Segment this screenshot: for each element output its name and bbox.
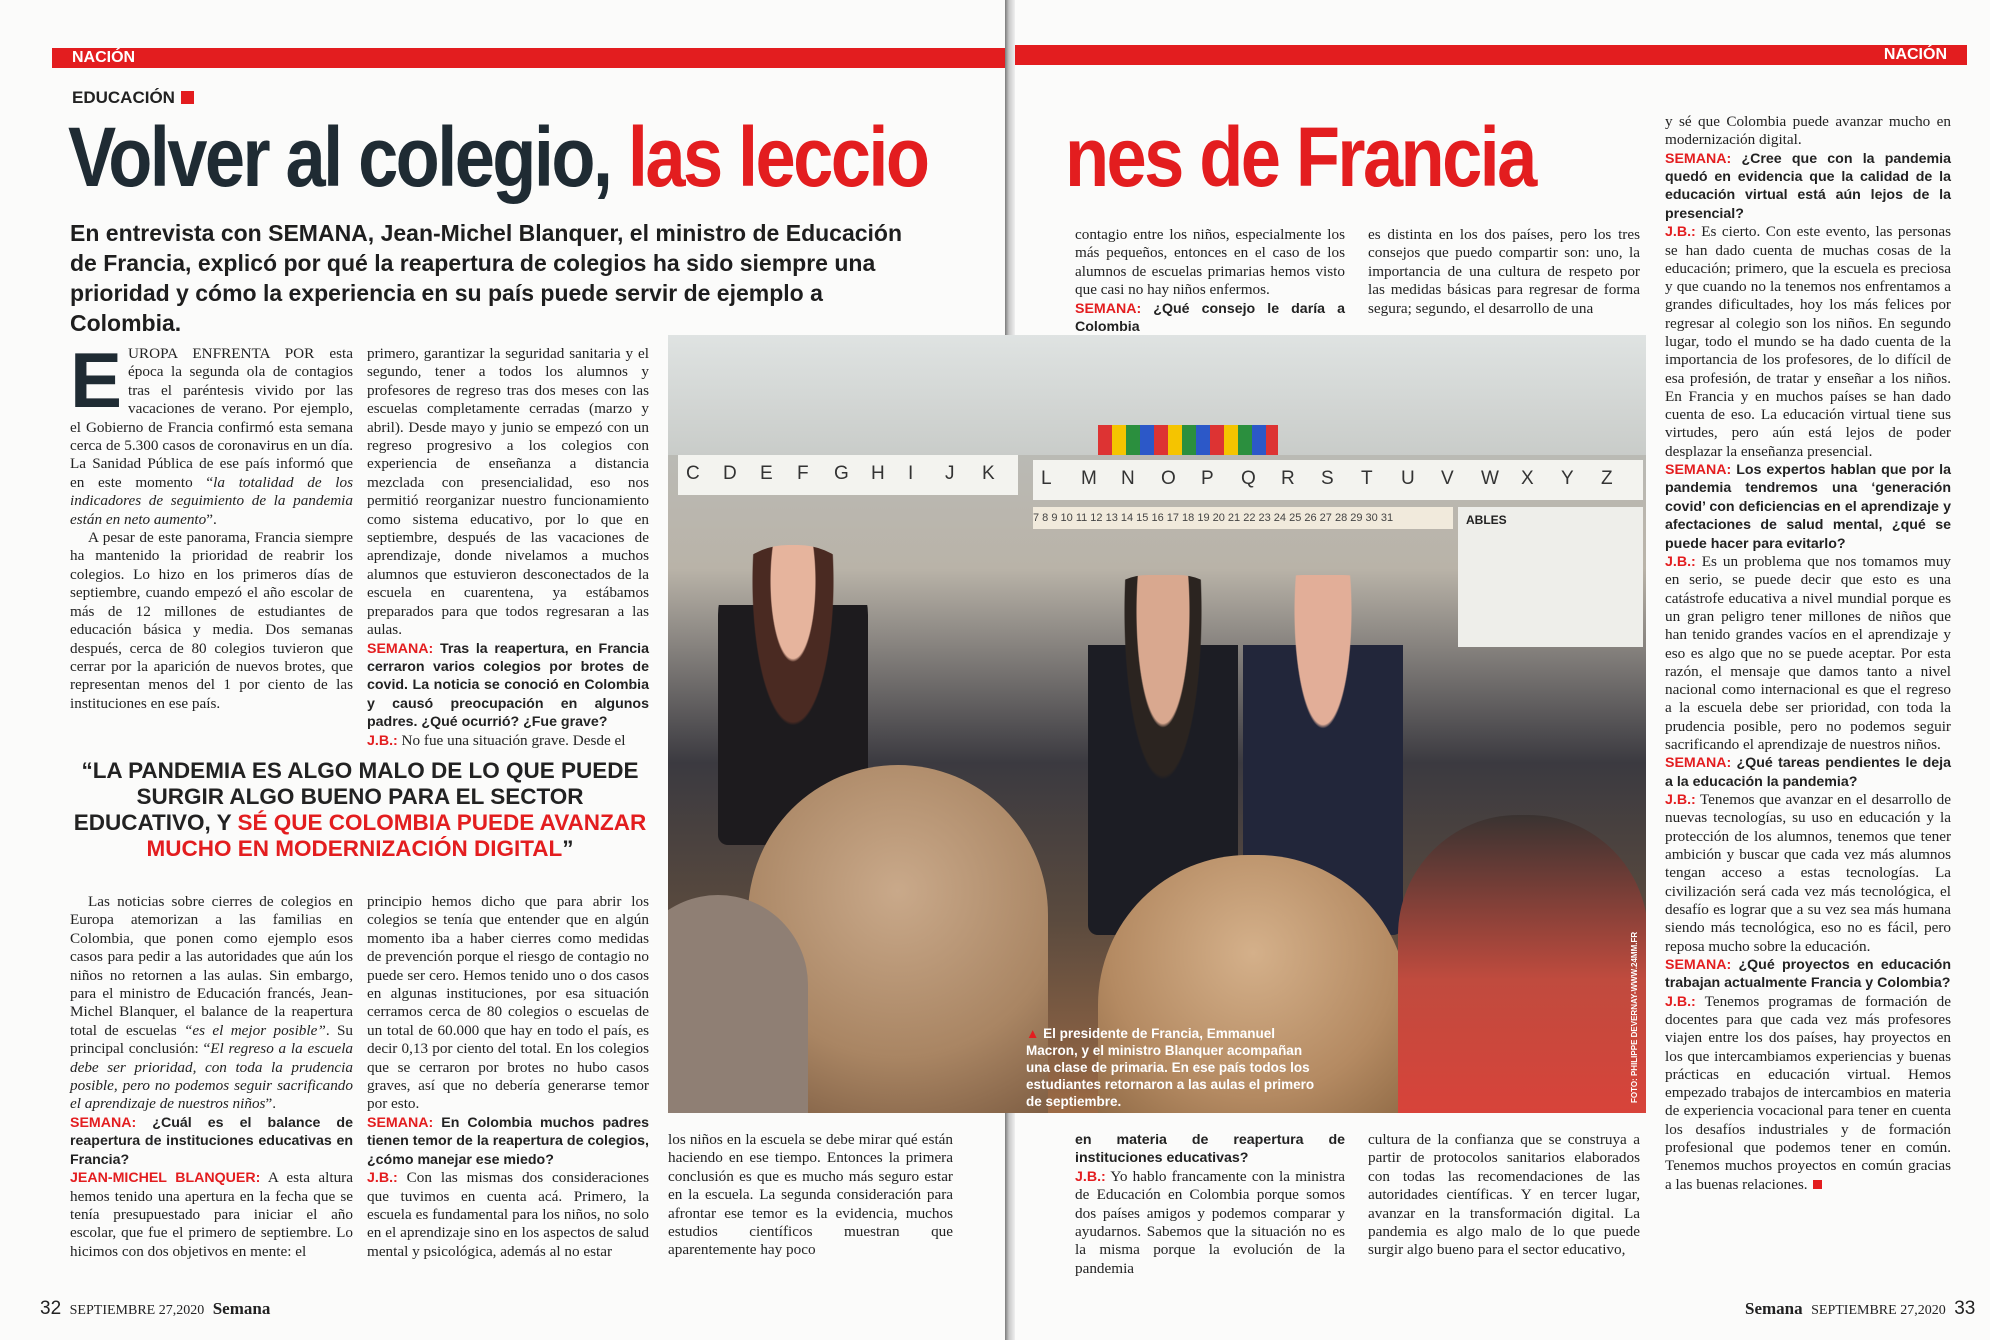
right-bottom-col1-answer-text: Yo hablo francamente con la ministra de Educación en Colombia porque somos dos países amigos y podemos comparar y ayudarnos. Sabemos que la situación no es la misma porque la evolución de la pandemia [1075, 1167, 1345, 1277]
kicker-text: EDUCACIÓN [72, 88, 175, 107]
alphabet-letter: V [1441, 468, 1454, 489]
photo-caption-text: El presidente de Francia, Emmanuel Macron, y el ministro Blanquer acompañan una clase de primaria. En ese país todos los estudiantes retornaron a las aulas el primero de septiembre. [1026, 1026, 1315, 1109]
col4-question [367, 1114, 649, 1169]
section-bar-right [1015, 45, 1967, 65]
rc3-answer2 [1665, 553, 1951, 754]
rc3-answer1-text: Es cierto. Con este evento, las personas se han dado cuenta de muchas cosas de la educación; primero, que la escuela es preciosa y que cuando no la tenemos nos enfrentamos a grandes dificultades, hoy los más felices por regresar al colegio son los niños. En segundo lugar, todo el mundo se ha dado cuenta de la importancia de los profesores, de lo difícil de esa profesión, de tratar y enseñar a los niños. En Francia y en muchos países se han dado cuenta de eso. La educación virtual tiene sus virtudes, pero aún está lejos de poder desplazar la enseñanza presencial. [1665, 223, 1952, 460]
right-top-col1-text: contagio entre los niños, especialmente los más pequeños, entonces en el caso de los alumnos de escuelas primarias hemos visto que casi no hay niños enfermos. [1075, 226, 1345, 299]
rc3-question4-text: ¿Qué proyectos en educación trabajan actualmente Francia y Colombia? [1665, 956, 1951, 992]
folio-right [1745, 1298, 1975, 1320]
page-number: 32 [40, 1298, 62, 1319]
alphabet-letter: H [871, 463, 885, 484]
alphabet-letter: R [1281, 468, 1295, 489]
headline-red-part-right: nes de Francia [1065, 110, 1535, 204]
dek: En entrevista con SEMANA, Jean-Michel Blanquer, el ministro de Educación de Francia, explicó por qué la reapertura de colegios ha sido siempre una prioridad y cómo la experiencia en su país puede servir de ejemplo a Colombia. [70, 220, 903, 336]
col2-question [367, 640, 649, 732]
color-bins [1098, 425, 1278, 455]
semana-label: SEMANA: [1665, 755, 1732, 772]
alphabet-letter: C [686, 463, 700, 484]
col2-para1: primero, garantizar la seguridad sanitaria y el segundo, tener a todos los alumnos y profesores de regreso tras dos meses con las escuelas completamente cerradas (marzo y abril). Desde mayo y junio se empezó con un regreso progresivo a los colegios con experiencia de enseñanza a distancia mezclada con presencialidad, eso nos permitió reorganizar nuestro funcionamiento como sistema educativo, por lo que en septiembre, después de las vacaciones de aprendizaje, donde nivelamos a muchos alumnos que estuvieron desconectados de la escuela en cuarentena, ya estábamos preparados para que todos regresaran a las aulas. [367, 345, 649, 639]
alphabet-letter: X [1521, 468, 1534, 489]
magazine-name: Semana [1745, 1299, 1803, 1318]
rc3-question2 [1665, 461, 1951, 553]
right-top-col1-question [1075, 300, 1345, 337]
section-label-right: NACIÓN [1883, 46, 1947, 63]
semana-label: SEMANA: [367, 1114, 434, 1131]
col3-text-e: ”. [265, 1095, 276, 1113]
folio-date: SEPTIEMBRE 27,2020 [1811, 1303, 1946, 1318]
semana-label: SEMANA: [1665, 956, 1732, 973]
semana-label: SEMANA: [367, 640, 434, 657]
col4-para1: principio hemos dicho que para abrir los colegios se tenía que entender que en algún momento iba a haber cierres como medidas de prevención porque el riesgo de contagio no puede ser cero. Hemos tenido uno o dos casos en algunas instituciones, por esa situación cerramos cerca de 80 colegios o escuelas de un total de 60.000 que hay en todo el país, es decir 0,13 por ciento del total. En los colegios que se cerraron por brotes no hubo casos graves, así que no debería generarse temor por esto. [367, 893, 649, 1113]
right-bottom-column-1 [1075, 1131, 1345, 1278]
rc3-answer1 [1665, 223, 1951, 461]
jb-label: J.B.: [1665, 993, 1696, 1010]
alphabet-letter: O [1161, 468, 1176, 489]
alphabet-letter: E [760, 463, 773, 484]
rc3-question3-text: ¿Qué tareas pendientes le deja a la educación la pandemia? [1665, 755, 1951, 790]
col2-question-text: Tras la reapertura, en Francia cerraron varios colegios por brotes de covid. La noticia se conoció en Colombia y causó preocupación en algunos padres. ¿Qué ocurrió? ¿Fue grave? [367, 640, 649, 731]
right-bottom-col1-answer [1075, 1168, 1345, 1278]
semana-label: SEMANA: [1665, 462, 1732, 479]
right-top-col1-question-text: ¿Qué consejo le daría a Colombia [1075, 300, 1345, 336]
col3-answer-text: A esta altura hemos tenido una apertura en la fecha que se tenía presupuestado para iniciar el año escolar, que fue el primero de septiembre. Lo hicimos con dos objetivos en mente: el [70, 1169, 353, 1260]
caption-triangle-icon: ▲ [1026, 1026, 1040, 1041]
headline-right [1065, 110, 1535, 204]
right-bottom-col1-question: en materia de reapertura de instituciones educativas? [1075, 1132, 1345, 1167]
alphabet-letter: Q [1241, 468, 1256, 489]
alphabet-letter: K [982, 463, 995, 484]
rc3-answer3 [1665, 791, 1951, 956]
pull-quote-highlight: SÉ QUE COLOMBIA PUEDE AVANZAR MUCHO EN MODERNIZACIÓN DIGITAL [146, 810, 647, 861]
classroom-photo [668, 335, 1646, 1113]
column-5 [668, 1131, 953, 1260]
child-left-edge [668, 895, 808, 1113]
col2-answer [367, 732, 649, 750]
numbers-strip: 7 8 9 10 11 12 13 14 15 16 17 18 19 20 21 22 23 24 25 26 27 28 29 30 31 [1033, 507, 1453, 529]
col3-text-d: El regreso a la escuela debe ser prioridad, con toda la prudencia posible, pero no podemos seguir sacrificando el aprendizaje de nuestros niños [70, 1040, 354, 1113]
alphabet-letter: M [1081, 468, 1097, 489]
rc3-question3 [1665, 754, 1951, 791]
alphabet-letter: Y [1561, 468, 1574, 489]
right-bottom-column-2 [1368, 1131, 1640, 1260]
pull-quote [70, 758, 650, 862]
col4-answer [367, 1169, 649, 1261]
blanquer-label: JEAN-MICHEL BLANQUER: [70, 1170, 261, 1187]
alphabet-letter: N [1121, 468, 1135, 489]
child-red-sweater [1398, 815, 1646, 1113]
right-bottom-col2-text: cultura de la confianza que se construya a partir de protocolos sanitarios elaborados con todas las recomendaciones de las autoridades científicas. Y en tercer lugar, avanzar en la transformación digital. La pandemia es algo malo de lo que puede surgir algo bueno para el sector educativo, [1368, 1131, 1640, 1259]
col3-text-b: “es el mejor posible” [183, 1021, 326, 1039]
photo-credit: FOTO: PHILIPPE DEVERNAY-WWW.24MM.FR [1630, 931, 1639, 1103]
end-mark-icon [1813, 1180, 1822, 1189]
wall-sign-text: ABLES [1466, 513, 1507, 527]
alphabet-letter: I [908, 463, 914, 484]
headline-red-part-left: las leccio [627, 110, 928, 204]
page-number: 33 [1954, 1298, 1976, 1319]
drop-cap: E [70, 336, 123, 424]
alphabet-letter: D [723, 463, 737, 484]
right-top-col2-text: es distinta en los dos países, pero los tres consejos que puedo compartir son: uno, la importancia de una cultura de respeto por las medidas básicas para regresar de forma segura; segundo, el desarrollo de una [1368, 226, 1640, 317]
alphabet-letter: T [1361, 468, 1373, 489]
right-column-3 [1665, 113, 1951, 1194]
col4-answer-text: Con las mismas dos consideraciones que tuvimos en cuenta acá. Primero, la escuela es fundamental para los niños, no solo en el aprendizaje sino en los aspectos de salud mental y psicológica, además al no estar [367, 1169, 650, 1260]
rc3-answer2-text: Es un problema que nos tomamos muy en serio, se puede decir que esto es una catástrofe educativa a nivel mundial porque es un gran peligro tener millones de niños que han tenido grandes vacíos en el aprendizaje y eso es algo que no se puede aceptar. Por esta razón, el mensaje que damos tanto a nivel nacional como internacional es que el regreso a la escuela debe ser prioridad, con toda la prudencia posible, pero no podemos seguir sacrificando el aprendizaje de nuestros niños. [1665, 553, 1952, 754]
column-4 [367, 893, 649, 1261]
semana-label: SEMANA: [1075, 300, 1142, 317]
kicker-square-icon [181, 91, 194, 104]
col3-para1 [70, 893, 353, 1114]
alphabet-letter: Z [1601, 468, 1613, 489]
rc3-question4 [1665, 956, 1951, 993]
col4-question-text: En Colombia muchos padres tienen temor de la reapertura de colegios, ¿cómo manejar ese miedo? [367, 1114, 649, 1168]
headline-dark-part: Volver al colegio, [68, 110, 611, 204]
col2-answer-text: No fue una situación grave. Desde el [401, 731, 626, 749]
col5-para1: los niños en la escuela se debe mirar qué están haciendo en ese tiempo. Entonces la primera conclusión es que es mucho más seguro estar en la escuela. La segunda consideración para afrontar ese temor es la evidencia, muchos estudios científicos muestran que aparentemente hay poco [668, 1131, 953, 1259]
folio-left [40, 1298, 270, 1320]
rc3-question1-text: ¿Cree que con la pandemia quedó en evidencia que la calidad de la educación virtual está aún lejos de la presencial? [1665, 150, 1951, 222]
pull-quote-part1: “LA PANDEMIA ES ALGO MALO DE LO QUE PUEDE SURGIR ALGO BUENO PARA EL SECTOR EDUCATIVO, Y [73, 758, 639, 835]
section-label: NACIÓN [72, 49, 136, 66]
alphabet-letter: L [1041, 468, 1052, 489]
jb-label: J.B.: [1665, 554, 1696, 571]
jb-label: J.B.: [1665, 792, 1696, 809]
col3-text-a: Las noticias sobre cierres de colegios en Europa atemorizan a las familias en Colombia, que ponen como ejemplo esos casos para pedir a las autoridades que aún los niños no retornen a las aulas. Sin embargo, para el ministro de Educación francés, Jean-Michel Blanquer, el balance de la reapertura total de escuelas [70, 893, 353, 1039]
alphabet-letter: G [834, 463, 849, 484]
alphabet-letter: J [945, 463, 955, 484]
rc3-question1 [1665, 150, 1951, 224]
folio-date: SEPTIEMBRE 27,2020 [69, 1303, 205, 1318]
column-3 [70, 893, 353, 1261]
semana-label: SEMANA: [70, 1114, 137, 1131]
jb-label: J.B.: [1075, 1168, 1106, 1185]
headline-left [68, 110, 928, 204]
pull-quote-close: ” [562, 836, 574, 861]
photo-caption [1026, 1025, 1326, 1110]
alphabet-letter: S [1321, 468, 1334, 489]
rc3-answer4 [1665, 993, 1951, 1194]
wall-poster [1458, 507, 1643, 647]
col3-answer [70, 1169, 353, 1261]
col1-para2: A pesar de este panorama, Francia siempre ha mantenido la prioridad de reabrir los colegios. Lo hizo en los primeros días de septiembre, cuando empezó el año escolar de más de 12 millones de estudiantes de educación básica y media. Dos semanas después, cerca de 80 colegios tuvieron que cerrar por la aparición de nuevos brotes, que representan menos del 1 por ciento de las instituciones en ese país. [70, 529, 353, 712]
col3-question [70, 1114, 353, 1169]
rc3-question2-text: Los expertos hablan que por la pandemia tendremos una ‘generación covid’ con deficiencias en el aprendizaje y afectaciones de salud mental, ¿qué se puede hacer para evitarlo? [1665, 462, 1951, 552]
right-top-column-1 [1075, 226, 1345, 336]
semana-label: SEMANA: [1665, 150, 1732, 167]
alphabet-letter: F [797, 463, 809, 484]
jb-label: J.B.: [1665, 224, 1696, 241]
rc3-answer4-text: Tenemos programas de formación de docentes para que cada vez más profesores viajen entre los dos países, hay proyectos en los que intercambiamos experiencias y buenas prácticas en educación virtual. Hemos empezado trabajos de intercambios en materia de experiencia vocacional para tener en cuenta los desafíos industriales y de formación profesional que podemos tener en común. Tenemos muchos proyectos en común gracias a las buenas relaciones. [1665, 992, 1951, 1193]
col1-para1 [70, 336, 353, 529]
right-top-column-2 [1368, 226, 1640, 318]
column-1 [70, 336, 353, 713]
jb-label: J.B.: [367, 1170, 398, 1187]
alphabet-letter: U [1401, 468, 1415, 489]
jb-label: J.B.: [367, 732, 398, 749]
col3-question-text: ¿Cuál es el balance de reapertura de instituciones educativas en Francia? [70, 1114, 353, 1168]
col3-text-c: . Su principal conclusión: “ [70, 1021, 353, 1058]
col1-para1-text: UROPA ENFRENTA POR esta época la segunda ola de contagios tras el paréntesis vivido por las vacaciones de verano. Por ejemplo, el Gobierno de Francia confirmó esta semana cerca de 5.300 casos de coronavirus en un día. La Sanidad Pública de ese país informó que en este momento “la totalidad de los indicadores de seguimiento de la pandemia están en neto aumento”. [70, 345, 353, 528]
alphabet-strip-right [1033, 460, 1643, 500]
alphabet-strip-left [678, 455, 1018, 495]
section-bar [52, 48, 1005, 68]
kicker [72, 88, 194, 108]
alphabet-letter: W [1481, 468, 1499, 489]
rc3-para0: y sé que Colombia puede avanzar mucho en modernización digital. [1665, 113, 1951, 149]
column-2 [367, 345, 649, 750]
rc3-answer3-text: Tenemos que avanzar en el desarrollo de nuevas tecnologías, su uso en educación y la protección de los alumnos, tenemos que tener ambición y buscar que cada vez más alumnos tengan acceso a estas tecnologías. La civilización será cada vez más tecnológica, el desafío es lograr que a su vez sea más humana siendo más tecnológica, eso no es fácil, pero reposa mucho sobre la educación. [1665, 791, 1951, 955]
magazine-name: Semana [212, 1299, 271, 1318]
alphabet-letter: P [1201, 468, 1214, 489]
